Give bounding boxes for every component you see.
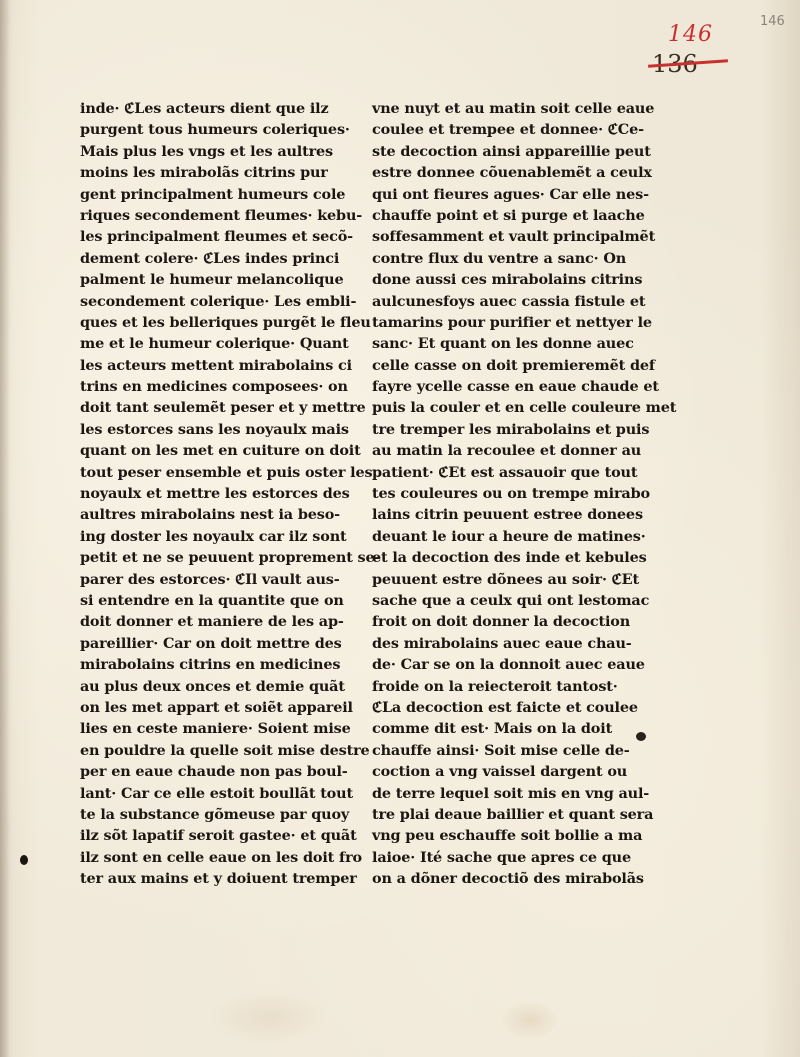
ink-blot: [636, 732, 646, 741]
pencil-folio-number: 146: [760, 14, 785, 29]
text-line: quant on les met en cuiture on doit: [80, 442, 361, 460]
text-line: petit et ne se peuuent proprement se-: [80, 549, 381, 567]
text-line: on a dõner decoctiõ des mirabolãs: [372, 870, 644, 888]
text-line: ing doster les noyaulx car ilz sont: [80, 527, 347, 545]
text-line: ilz sõt lapatif seroit gastee· et quãt: [80, 827, 357, 845]
text-line: done aussi ces mirabolains citrins: [372, 271, 643, 289]
text-line: tre tremper les mirabolains et puis: [372, 420, 650, 438]
text-line: ques et les belleriques purgẽt le fleu: [80, 313, 371, 331]
text-line: sache que a ceulx qui ont lestomac: [372, 591, 650, 609]
text-line: aulcunesfoys auec cassia fistule et: [372, 292, 646, 310]
text-line: inde· ℭLes acteurs dient que ilz: [80, 100, 329, 117]
text-line: chauffe ainsi· Soit mise celle de-: [372, 741, 630, 759]
text-line: me et le humeur colerique· Quant: [80, 335, 349, 353]
text-line: Mais plus les vngs et les aultres: [80, 142, 334, 160]
text-line: et la decoction des inde et kebules: [372, 549, 647, 567]
text-line: ℭLa decoction est faicte et coulee: [372, 698, 638, 716]
text-line: coction a vng vaissel dargent ou: [372, 763, 628, 781]
text-line: lant· Car ce elle estoit boullãt tout: [80, 784, 353, 802]
text-line: soffesamment et vault principalmẽt: [372, 228, 656, 246]
text-line: puis la couler et en celle couleure met: [372, 399, 677, 417]
text-line: on les met appart et soiẽt appareil: [80, 698, 353, 716]
text-line: ilz sont en celle eaue on les doit fro: [80, 848, 362, 866]
text-line: fayre ycelle casse en eaue chaude et: [372, 378, 659, 396]
text-line: celle casse on doit premieremẽt def: [372, 356, 655, 374]
red-folio-number: 146: [668, 22, 713, 47]
margin-ink-dot: [20, 855, 28, 865]
text-line: qui ont fieures agues· Car elle nes-: [372, 185, 649, 203]
text-line: au matin la recoulee et donner au: [372, 442, 642, 460]
text-line: comme dit est· Mais on la doit: [372, 720, 613, 738]
text-line: lains citrin peuuent estree donees: [372, 506, 643, 524]
text-line: les acteurs mettent mirabolains ci: [80, 356, 352, 374]
text-line: les estorces sans les noyaulx mais: [80, 420, 349, 438]
text-line: dement colere· ℭLes indes princi: [80, 249, 340, 267]
right-text-column: [372, 98, 677, 889]
text-line: doit donner et maniere de les ap-: [80, 613, 344, 631]
text-line: coulee et trempee et donnee· ℭCe-: [372, 121, 644, 139]
text-line: si entendre en la quantite que on: [80, 591, 344, 609]
text-line: noyaulx et mettre les estorces des: [80, 485, 350, 503]
text-line: contre flux du ventre a sanc· On: [372, 249, 627, 267]
text-line: chauffe point et si purge et laache: [372, 206, 645, 224]
text-line: vng peu eschauffe soit bollie a ma: [372, 827, 643, 845]
text-line: froide on la reiecteroit tantost·: [372, 677, 618, 695]
text-line: des mirabolains auec eaue chau-: [372, 634, 632, 652]
text-line: palment le humeur melancolique: [80, 271, 344, 289]
text-line: per en eaue chaude non pas boul-: [80, 763, 348, 781]
text-line: deuant le iour a heure de matines·: [372, 527, 646, 545]
text-line: en pouldre la quelle soit mise destre: [80, 741, 370, 759]
text-line: riques secondement fleumes· kebu-: [80, 206, 363, 224]
text-line: moins les mirabolãs citrins pur: [80, 164, 328, 182]
binding-shadow: [0, 0, 10, 1057]
text-line: lies en ceste maniere· Soient mise: [80, 720, 351, 738]
text-line: secondement colerique· Les embli-: [80, 292, 357, 310]
text-line: patient· ℭEt est assauoir que tout: [372, 463, 638, 481]
text-line: les principalment fleumes et secõ-: [80, 228, 353, 246]
text-line: estre donnee cõuenablemẽt a ceulx: [372, 164, 652, 182]
text-line: tamarins pour purifier et nettyer le: [372, 313, 652, 331]
text-line: de· Car se on la donnoit auec eaue: [372, 656, 645, 674]
text-line: purgent tous humeurs coleriques·: [80, 121, 350, 139]
text-line: mirabolains citrins en medicines: [80, 656, 341, 674]
text-line: tre plai deaue baillier et quant sera: [372, 805, 654, 823]
text-line: laioe· Ité sache que apres ce que: [372, 848, 631, 866]
paper-stain: [210, 990, 330, 1045]
text-line: trins en medicines composees· on: [80, 378, 348, 396]
text-line: te la substance gõmeuse par quoy: [80, 805, 350, 823]
paper-stain: [500, 1000, 560, 1040]
text-line: ste decoction ainsi appareillie peut: [372, 142, 651, 160]
text-line: doit tant seulemẽt peser et y mettre: [80, 399, 366, 417]
text-line: ter aux mains et y doiuent tremper: [80, 870, 357, 888]
text-line: peuuent estre dõnees au soir· ℭEt: [372, 570, 639, 588]
text-line: aultres mirabolains nest ia beso-: [80, 506, 340, 524]
text-line: vne nuyt et au matin soit celle eaue: [372, 100, 655, 117]
text-line: au plus deux onces et demie quãt: [80, 677, 345, 695]
text-line: parer des estorces· ℭIl vault aus-: [80, 570, 340, 588]
text-line: tes couleures ou on trempe mirabo: [372, 485, 650, 503]
text-line: de terre lequel soit mis en vng aul-: [372, 784, 650, 802]
text-line: froit on doit donner la decoction: [372, 613, 631, 631]
left-text-column: [80, 98, 381, 889]
text-line: pareillier· Car on doit mettre des: [80, 634, 342, 652]
text-line: sanc· Et quant on les donne auec: [372, 335, 634, 353]
text-line: gent principalment humeurs cole: [80, 185, 346, 203]
text-line: tout peser ensemble et puis oster les: [80, 463, 373, 481]
